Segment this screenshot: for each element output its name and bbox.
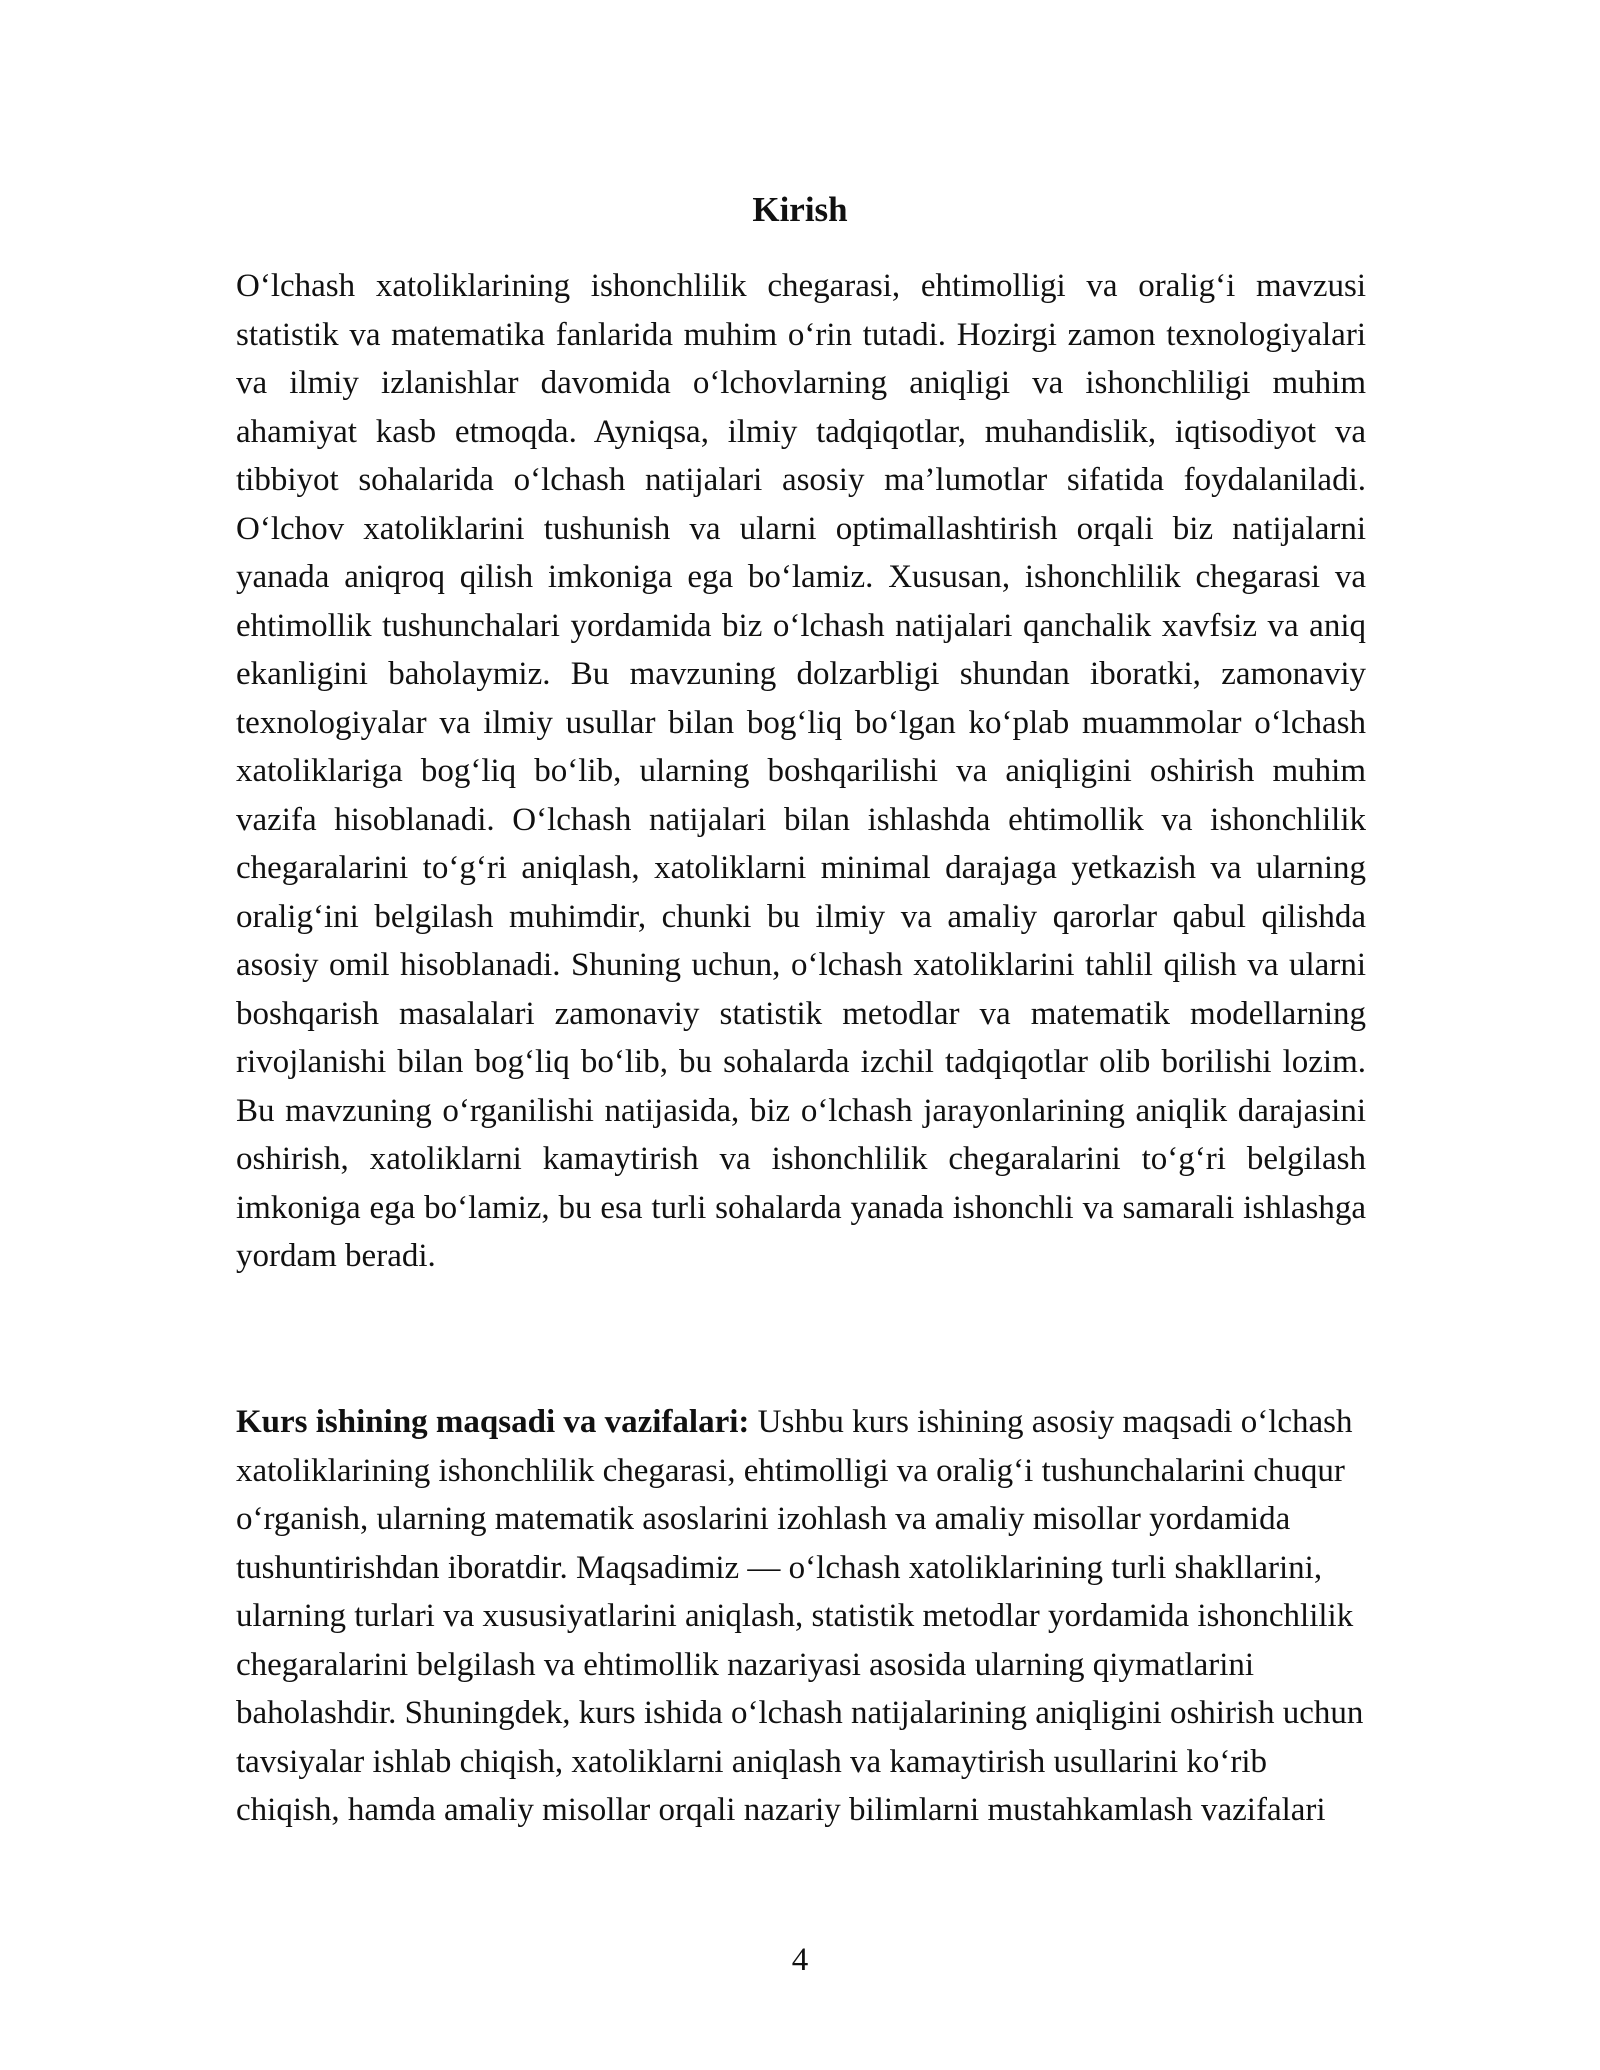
page-number: 4: [791, 1942, 809, 1978]
page-title: Kirish: [752, 190, 848, 229]
goals-heading: Kurs ishining maqsadi va vazifalari:: [236, 1404, 750, 1440]
goals-paragraph: [236, 1398, 1366, 1835]
goals-text: Ushbu kurs ishining asosiy maqsadi o‘lchash xatoliklarining ishonchlilik chegarasi, ehtimolligi va oralig‘i tushunchalarini chuqur o‘rganish, ularning matematik asoslarini izohlash va amaliy misollar yordamida tushuntirishdan iboratdir. Maqsadimiz — o‘lchash xatoliklarining turli shakllarini, ularning turlari va xususiyatlarini aniqlash, statistik metodlar yordamida ishonchlilik chegaralarini belgilash va ehtimollik nazariyasi asosida ularning qiymatlarini baholashdir. Shuningdek, kurs ishida o‘lchash natijalarining aniqligini oshirish uchun tavsiyalar ishlab chiqish, xatoliklarni aniqlash va kamaytirish usullarini ko‘rib chiqish, hamda amaliy misollar orqali nazariy bilimlarni mustahkamlash vazifalari: [236, 1404, 1364, 1828]
intro-paragraph: O‘lchash xatoliklarining ishonchlilik chegarasi, ehtimolligi va oralig‘i mavzusi statistik va matematika fanlarida muhim o‘rin tutadi. Hozirgi zamon texnologiyalari va ilmiy izlanishlar davomida o‘lchovlarning aniqligi va ishonchliligi muhim ahamiyat kasb etmoqda. Ayniqsa, ilmiy tadqiqotlar, muhandislik, iqtisodiyot va tibbiyot sohalarida o‘lchash natijalari asosiy ma’lumotlar sifatida foydalaniladi. O‘lchov xatoliklarini tushunish va ularni optimallashtirish orqali biz natijalarni yanada aniqroq qilish imkoniga ega bo‘lamiz. Xususan, ishonchlilik chegarasi va ehtimollik tushunchalari yordamida biz o‘lchash natijalari qanchalik xavfsiz va aniq ekanligini baholaymiz. Bu mavzuning dolzarbligi shundan iboratki, zamonaviy texnologiyalar va ilmiy usullar bilan bog‘liq bo‘lgan ko‘plab muammolar o‘lchash xatoliklariga bog‘liq bo‘lib, ularning boshqarilishi va aniqligini oshirish muhim vazifa hisoblanadi. O‘lchash natijalari bilan ishlashda ehtimollik va ishonchlilik chegaralarini to‘g‘ri aniqlash, xatoliklarni minimal darajaga yetkazish va ularning oralig‘ini belgilash muhimdir, chunki bu ilmiy va amaliy qarorlar qabul qilishda asosiy omil hisoblanadi. Shuning uchun, o‘lchash xatoliklarini tahlil qilish va ularni boshqarish masalalari zamonaviy statistik metodlar va matematik modellarning rivojlanishi bilan bog‘liq bo‘lib, bu sohalarda izchil tadqiqotlar olib borilishi lozim. Bu mavzuning o‘rganilishi natijasida, biz o‘lchash jarayonlarining aniqlik darajasini oshirish, xatoliklarni kamaytirish va ishonchlilik chegaralarini to‘g‘ri belgilash imkoniga ega bo‘lamiz, bu esa turli sohalarda yanada ishonchli va samarali ishlashga yordam beradi.: [236, 268, 1366, 1274]
